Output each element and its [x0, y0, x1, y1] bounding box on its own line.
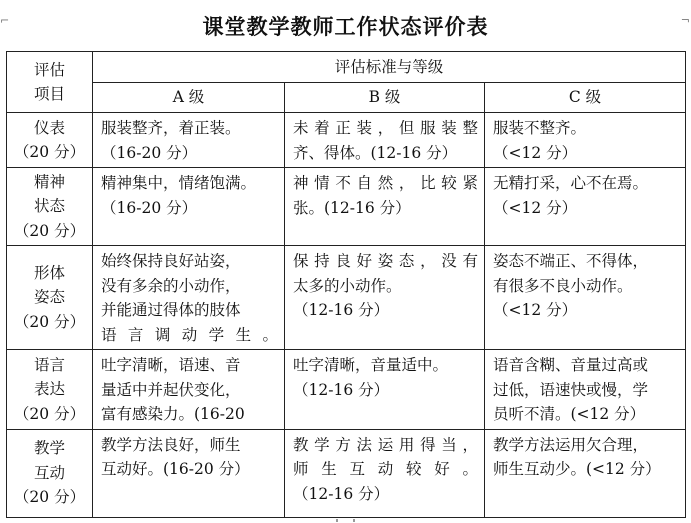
grade-c-cell: 服装不整齐。 （<12 分） [485, 113, 686, 168]
crop-mark-right: ¬ [680, 14, 690, 27]
evaluation-table [6, 51, 686, 518]
grade-a-cell: 精神集中，情绪饱满。 （16-20 分） [93, 168, 285, 246]
item-cell: 仪表 （20 分） [7, 113, 93, 168]
header-grade-a: A 级 [93, 83, 285, 113]
grade-c-cell: 姿态不端正、不得体， 有很多不良小动作。 （<12 分） [485, 246, 686, 350]
grade-b-cell: 未着正装，但服装整 齐、得体。(12-16 分） [285, 113, 485, 168]
table-row [7, 168, 686, 246]
grade-b-cell: 教学方法运用得当， 师 生 互 动 较 好 。 （12-16 分） [285, 429, 485, 517]
table-row [7, 246, 686, 350]
grade-b-cell: 保持良好姿态，没有 太多的小动作。 （12-16 分） [285, 246, 485, 350]
grade-a-cell: 服装整齐，着正装。 （16-20 分） [93, 113, 285, 168]
grade-c-cell: 无精打采，心不在焉。 （<12 分） [485, 168, 686, 246]
grade-b-cell: 神情不自然，比较紧 张。(12-16 分） [285, 168, 485, 246]
header-standard: 评估标准与等级 [93, 52, 686, 83]
document-title: 课堂教学教师工作状态评价表 [202, 14, 489, 39]
header-item: 评估 项目 [7, 52, 93, 113]
grade-b-cell: 吐字清晰，音量适中。 （12-16 分） [285, 350, 485, 430]
page-edge-mark [353, 519, 355, 522]
item-cell: 语言 表达 （20 分） [7, 350, 93, 430]
grade-c-cell: 教学方法运用欠合理， 师生互动少。(<12 分） [485, 429, 686, 517]
grade-a-cell: 吐字清晰，语速、音 量适中并起伏变化， 富有感染力。(16-20 [93, 350, 285, 430]
table-row [7, 113, 686, 168]
grade-c-cell: 语音含糊、音量过高或 过低，语速快或慢，学 员听不清。(<12 分） [485, 350, 686, 430]
page-edge-mark [336, 519, 338, 522]
grade-a-cell: 始终保持良好站姿， 没有多余的小动作， 并能通过得体的肢体 语 言 调 动 学 生 。 [93, 246, 285, 350]
item-cell: 精神 状态 （20 分） [7, 168, 93, 246]
item-cell: 形体 姿态 （20 分） [7, 246, 93, 350]
grade-a-cell: 教学方法良好，师生 互动好。(16-20 分） [93, 429, 285, 517]
table-row [7, 429, 686, 517]
item-cell: 教学 互动 （20 分） [7, 429, 93, 517]
crop-mark-left: ⌐ [0, 14, 10, 27]
header-grade-c: C 级 [485, 83, 686, 113]
table-row [7, 350, 686, 430]
header-grade-b: B 级 [285, 83, 485, 113]
